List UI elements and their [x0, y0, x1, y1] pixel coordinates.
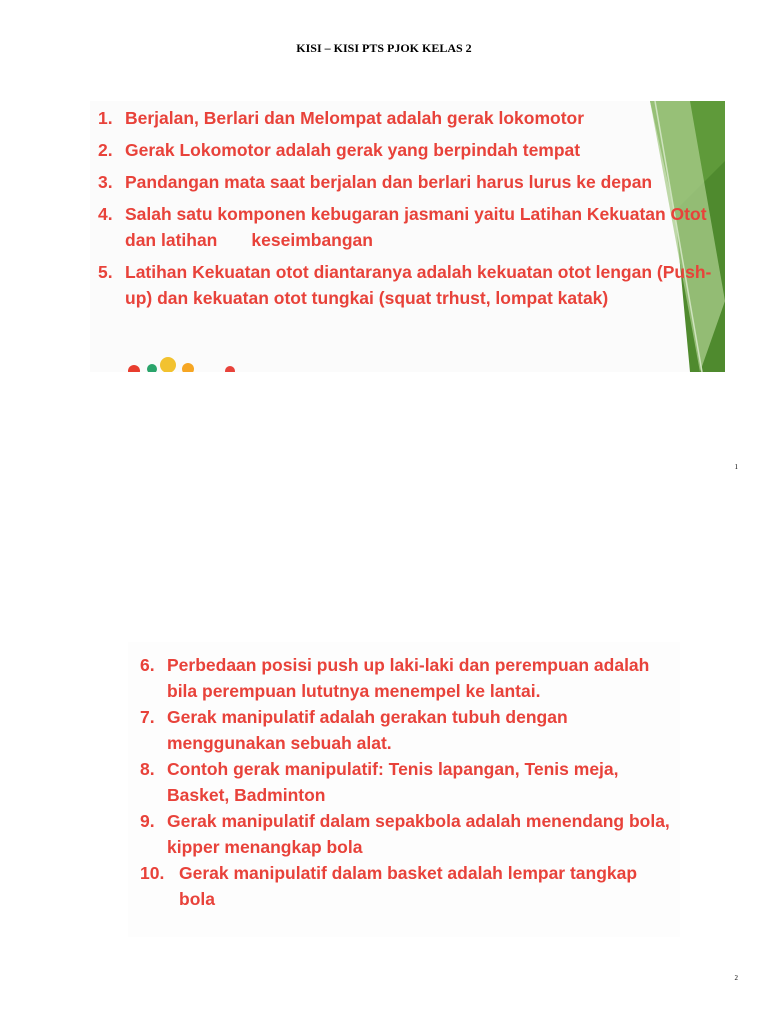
item-number: 5. — [98, 262, 113, 282]
slide-image-1 — [90, 101, 725, 372]
item-number: 7. — [140, 707, 155, 727]
list-item — [140, 652, 676, 704]
item-number: 4. — [98, 204, 113, 224]
question-list-1 — [98, 105, 723, 317]
item-text: Latihan Kekuatan otot diantaranya adalah kekuatan otot lengan (Push- up) dan kekuatan otot tungkai (squat trhust, lompat katak) — [125, 262, 712, 308]
item-number: 6. — [140, 655, 155, 675]
slide-image-2 — [128, 642, 680, 937]
item-text: Gerak manipulatif dalam sepakbola adalah menendang bola, kipper menangkap bola — [167, 811, 670, 857]
paint-splash-pink — [225, 366, 235, 372]
item-number: 8. — [140, 759, 155, 779]
document-title: KISI – KISI PTS PJOK KELAS 2 — [296, 41, 472, 55]
list-item — [140, 808, 676, 860]
item-text: Gerak Lokomotor adalah gerak yang berpindah tempat — [125, 140, 581, 160]
item-number: 2. — [98, 140, 113, 160]
list-item — [98, 137, 723, 163]
list-item — [98, 201, 723, 253]
question-list-2 — [140, 652, 676, 912]
item-text: Pandangan mata saat berjalan dan berlari harus lurus ke depan — [125, 172, 653, 192]
list-item — [140, 860, 676, 912]
paint-splash-green — [147, 364, 157, 372]
page-number-2: 2 — [734, 974, 738, 982]
item-text: Contoh gerak manipulatif: Tenis lapangan, Tenis meja, Basket, Badminton — [167, 759, 619, 805]
list-item — [98, 169, 723, 195]
list-item — [98, 105, 723, 131]
item-text: Salah satu komponen kebugaran jasmani yaitu Latihan Kekuatan Otot dan latihan keseimbangan — [125, 204, 712, 250]
paint-splash-red — [128, 365, 140, 372]
page-number-1: 1 — [734, 463, 738, 471]
list-item — [140, 756, 676, 808]
item-number: 1. — [98, 108, 113, 128]
item-number: 9. — [140, 811, 155, 831]
list-item — [98, 259, 723, 311]
item-number: 3. — [98, 172, 113, 192]
item-text: Perbedaan posisi push up laki-laki dan perempuan adalah bila perempuan lututnya menempel ke lantai. — [167, 655, 650, 701]
item-text: Gerak manipulatif adalah gerakan tubuh dengan menggunakan sebuah alat. — [167, 707, 568, 753]
item-text: Gerak manipulatif dalam basket adalah lempar tangkap bola — [179, 863, 638, 909]
paint-splash-orange — [182, 363, 194, 372]
paint-splash-yellow — [160, 357, 176, 372]
list-item — [140, 704, 676, 756]
item-number: 10. — [140, 863, 165, 883]
item-text: Berjalan, Berlari dan Melompat adalah gerak lokomotor — [125, 108, 585, 128]
